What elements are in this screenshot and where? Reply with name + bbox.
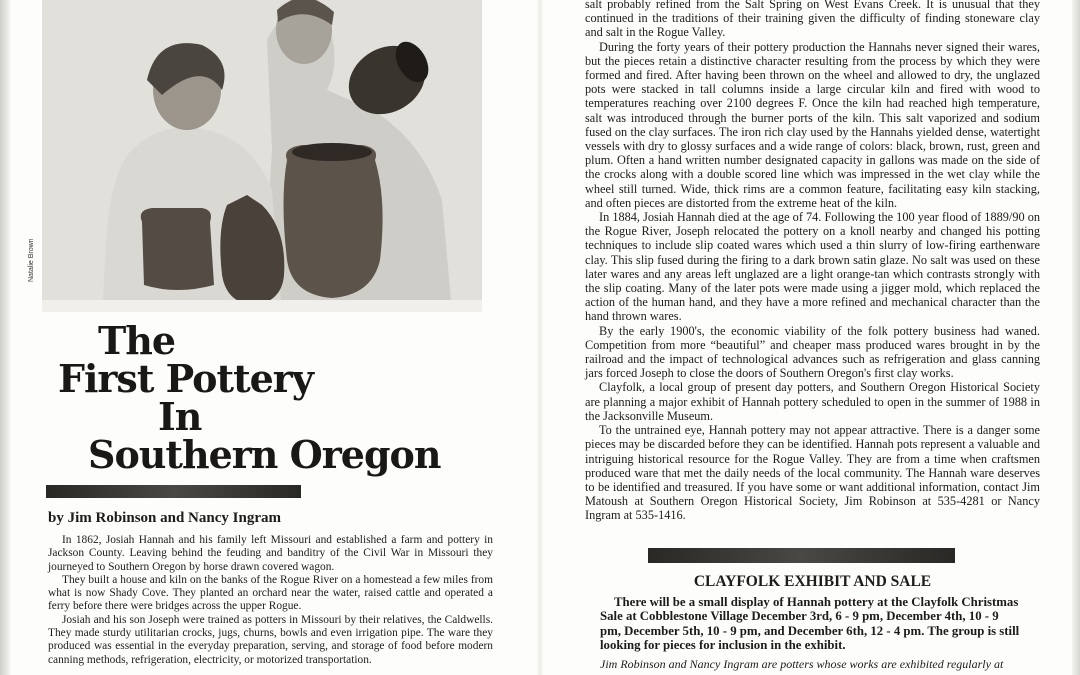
sidebar-body: [600, 595, 1020, 653]
paragraph: During the forty years of their pottery production the Hannahs never signed their wares, but the pieces retain a distinctive character resulting from the process by which they were formed and fired. After having been thrown on the wheel and allowed to dry, the unglazed pots were stacked in tall columns inside a large circular kiln and fired with wood to temperatures reaching over 2100 degrees F. Once the kiln had reached high temperature, salt was introduced through the burner ports of the kiln. This salt vaporized and sodium fused on the clay surfaces. The iron rich clay used by the Hannahs yielded dense, watertight vessels with dry to glossy surfaces and a wide range of colors: black, brown, rust, green and plum. Often a hand written number designated capacity in gallons was made on the side of the crocks along with a double scored line which was impressed in the wet clay while the wheel still turned. Wide, thick rims are a common feature, facilitating easy kiln stacking, and often pieces are distorted from the extreme heat of the kiln.: [585, 39, 1040, 210]
byline: by Jim Robinson and Nancy Ingram: [48, 510, 281, 526]
paragraph: They built a house and kiln on the banks of the Rogue River on a homestead a few miles from what is now Shady Cove. They planted an orchard near the water, raised cattle and operated a ferry before there were bridges across the upper Rogue.: [48, 573, 493, 613]
title-line: In: [158, 394, 202, 439]
paragraph: In 1884, Josiah Hannah died at the age of 74. Following the 100 year flood of 1889/90 on the Rogue River, Joseph relocated the pottery on a knoll nearby and changed his potting techniques to include slip coated wares which used a thin slurry of low-firing earthenware clay. This slip fused during the firing to a dark brown satin glaze. No salt was used on these later wares and any areas left unglazed are a light orange-tan which contrasts strongly with the slip coating. Many of the later pots were made using a jigger mold, which replaced the action of the human hand, and they have a more refined and mechanical character than the hand thrown wares.: [585, 210, 1040, 324]
photo-credit: Natalie Brown: [28, 238, 35, 282]
right-column-text: [585, 0, 1040, 523]
author-bio: Jim Robinson and Nancy Ingram are potters whose works are exhibited regularly at: [600, 657, 1004, 671]
paragraph: Josiah and his son Joseph were trained as potters in Missouri by their relatives, the Caldwells. They made sturdy utilitarian crocks, jugs, churns, bowls and even irrigation pipe. The ware they produced was essential in the everyday preparation, serving, and storage of food before modern canning methods, refrigeration, electricity, or motorized transportation.: [48, 613, 493, 666]
paragraph: In 1862, Josiah Hannah and his family left Missouri and established a farm and pottery in Jackson County. Leaving behind the feuding and banditry of the Civil War in Missouri they journeyed to Southern Oregon by horse drawn covered wagon.: [48, 534, 493, 573]
page-gutter: [536, 0, 544, 675]
scan-edge-left: [0, 0, 10, 675]
paragraph: There will be a small display of Hannah pottery at the Clayfolk Christmas Sale at Cobblestone Village December 3rd, 6 - 9 pm, December 4th, 10 - 9 pm, December 5th, 10 - 9 pm, and December 6th, 12 - 4 pm. The group is still looking for pieces for inclusion in the exhibit.: [600, 595, 1020, 653]
paragraph: By the early 1900's, the economic viability of the folk pottery business had waned. Competition from more “beautiful” and cheaper mass produced wares brought in by the railroad and the impact of technological advances such as refrigeration and glass canning jars forced Joseph to close the doors of Southern Oregon's first clay works.: [585, 323, 1040, 381]
title-line: First Pottery: [58, 356, 313, 401]
title-line: Southern Oregon: [88, 432, 441, 477]
title-divider-bar: [46, 485, 301, 498]
left-column-text: [48, 534, 493, 667]
sidebar-heading: CLAYFOLK EXHIBIT AND SALE: [693, 573, 932, 590]
paragraph: Clayfolk, a local group of present day potters, and Southern Oregon Historical Society are planning a major exhibit of Hannah pottery scheduled to open in the summer of 1988 in the Jacksonville Museum.: [585, 380, 1040, 423]
paragraph: To the untrained eye, Hannah pottery may not appear attractive. There is a danger some pieces may be discarded before they can be identified. Hannah pots represent a valuable and intriguing historical resource for the Rogue Valley. They are from a time when craftsmen produced ware that met the daily needs of the local community. The Hannah ware deserves to be identified and treasured. If you have some or want additional information, contact Jim Matoush at Southern Oregon Historical Society, Jim Robinson at 535-4281 or Nancy Ingram at 535-1416.: [585, 423, 1040, 523]
scan-edge-right: [1072, 0, 1080, 675]
article-photo: [42, 0, 482, 312]
article-title: [58, 318, 498, 477]
sidebar-divider-bar: [648, 548, 955, 563]
paragraph: salt probably refined from the Salt Spring on West Evans Creek. It is unusual that they continued in the traditions of their training given the difficulty of finding stoneware clay and salt in the Rogue Valley.: [585, 0, 1040, 40]
title-line: The: [98, 318, 176, 363]
